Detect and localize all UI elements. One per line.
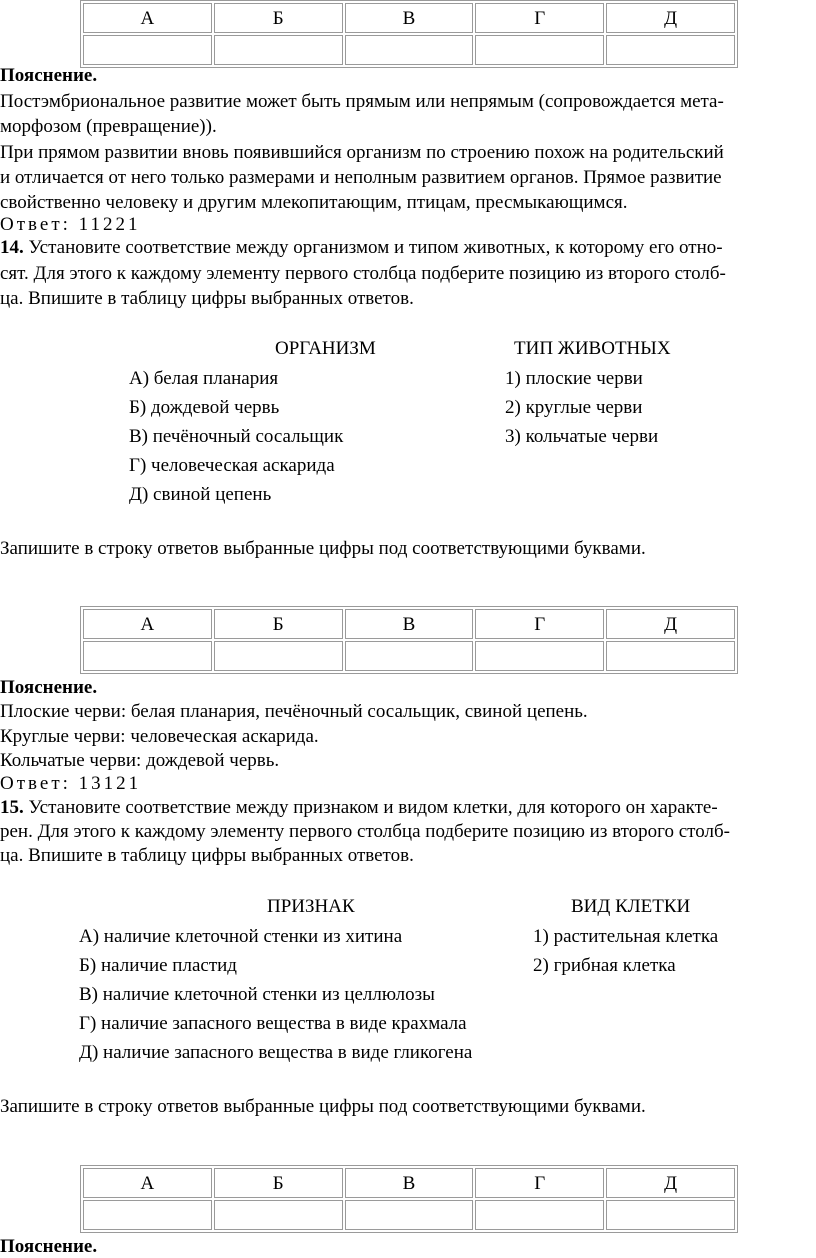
answer-table-letters-row (83, 1168, 735, 1198)
column-header-cell-type: ВИД КЛЕТКИ (571, 896, 691, 917)
answer-cell-d[interactable] (606, 641, 735, 671)
letter-cell-a: А (83, 3, 212, 33)
answer-cell-d[interactable] (606, 1200, 735, 1230)
question-text: сят. Для этого к каждому элементу первого столбца подберите позицию из второго столб- (0, 263, 726, 284)
answer-13: Ответ: 11221 (0, 214, 141, 235)
option-left: Г) наличие запасного вещества в виде крахмала (79, 1013, 467, 1034)
answer-cell-b[interactable] (214, 35, 343, 65)
letter-cell-g: Г (475, 609, 604, 639)
option-right: 1) растительная клетка (533, 926, 719, 947)
answer-cell-a[interactable] (83, 641, 212, 671)
answer-cell-a[interactable] (83, 35, 212, 65)
answer-table-letters-row (83, 609, 735, 639)
text-line: При прямом развитии вновь появившийся организм по строению похож на родительский (0, 142, 724, 163)
letter-cell-a: А (83, 609, 212, 639)
answer-cell-a[interactable] (83, 1200, 212, 1230)
letter-cell-d: Д (606, 1168, 735, 1198)
letter-cell-b: Б (214, 3, 343, 33)
letter-cell-g: Г (475, 3, 604, 33)
answer-cell-v[interactable] (345, 35, 474, 65)
explanation-line: Кольчатые черви: дождевой червь. (0, 750, 280, 771)
option-left: В) печёночный сосальщик (129, 426, 344, 447)
option-right: 2) грибная клетка (533, 955, 676, 976)
letter-cell-d: Д (606, 609, 735, 639)
text-line: Постэмбриональное развитие может быть прямым или непрямым (сопровождается мета- (0, 91, 724, 112)
explanation-line: Плоские черви: белая планария, печёночный сосальщик, свиной цепень. (0, 701, 588, 722)
instruction-14: Запишите в строку ответов выбранные цифры под соответствующими буквами. (0, 538, 646, 559)
question-text: ца. Впишите в таблицу цифры выбранных ответов. (0, 845, 414, 866)
option-left: Б) наличие пластид (79, 955, 237, 976)
question-text: ца. Впишите в таблицу цифры выбранных ответов. (0, 288, 414, 309)
answer-cell-g[interactable] (475, 641, 604, 671)
question-text: рен. Для этого к каждому элементу первого столбца подберите позицию из второго столб- (0, 821, 730, 842)
explanation-title-14: Пояснение. (0, 677, 98, 698)
letter-cell-a: А (83, 1168, 212, 1198)
instruction-15: Запишите в строку ответов выбранные цифры под соответствующими буквами. (0, 1096, 646, 1117)
letter-cell-v: В (345, 609, 474, 639)
answer-cell-b[interactable] (214, 641, 343, 671)
answer-cell-v[interactable] (345, 1200, 474, 1230)
answer-table-13 (80, 0, 738, 68)
letter-cell-v: В (345, 3, 474, 33)
answer-cell-d[interactable] (606, 35, 735, 65)
option-left: Г) человеческая аскарида (129, 455, 335, 476)
column-header-feature: ПРИЗНАК (267, 896, 355, 917)
answer-table-input-row (83, 641, 735, 671)
answer-cell-g[interactable] (475, 35, 604, 65)
answer-table-14 (80, 606, 738, 674)
question-text: Установите соответствие между признаком и видом клетки, для которого он характе- (23, 797, 718, 818)
text-line: свойственно человеку и другим млекопитающим, птицам, пресмыкающимся. (0, 192, 628, 213)
answer-cell-v[interactable] (345, 641, 474, 671)
text-line: морфозом (превращение)). (0, 116, 217, 137)
option-right: 2) круглые черви (505, 397, 643, 418)
question-text: Установите соответствие между организмом и типом животных, к которому его отно- (23, 237, 723, 258)
answer-cell-g[interactable] (475, 1200, 604, 1230)
option-right: 1) плоские черви (505, 368, 643, 389)
option-left: Д) наличие запасного вещества в виде гликогена (79, 1042, 473, 1063)
text-line: и отличается от него только размерами и неполным развитием органов. Прямое развитие (0, 167, 722, 188)
explanation-line: Круглые черви: человеческая аскарида. (0, 726, 319, 747)
option-left: В) наличие клеточной стенки из целлюлозы (79, 984, 435, 1005)
task-number: 14. (0, 237, 24, 258)
letter-cell-b: Б (214, 1168, 343, 1198)
option-left: А) наличие клеточной стенки из хитина (79, 926, 403, 947)
column-header-organism: ОРГАНИЗМ (275, 338, 376, 359)
task-number: 15. (0, 797, 24, 818)
letter-cell-g: Г (475, 1168, 604, 1198)
option-left: Б) дождевой червь (129, 397, 280, 418)
letter-cell-v: В (345, 1168, 474, 1198)
answer-table-letters-row (83, 3, 735, 33)
explanation-title-13: Пояснение. (0, 65, 98, 86)
answer-table-input-row (83, 1200, 735, 1230)
option-left: Д) свиной цепень (129, 484, 272, 505)
answer-cell-b[interactable] (214, 1200, 343, 1230)
letter-cell-b: Б (214, 609, 343, 639)
option-left: А) белая планария (129, 368, 279, 389)
option-right: 3) кольчатые черви (505, 426, 659, 447)
answer-table-15 (80, 1165, 738, 1233)
answer-table-input-row (83, 35, 735, 65)
letter-cell-d: Д (606, 3, 735, 33)
answer-14: Ответ: 13121 (0, 773, 142, 794)
column-header-animal-type: ТИП ЖИВОТНЫХ (514, 338, 671, 359)
explanation-title-15: Пояснение. (0, 1236, 98, 1257)
